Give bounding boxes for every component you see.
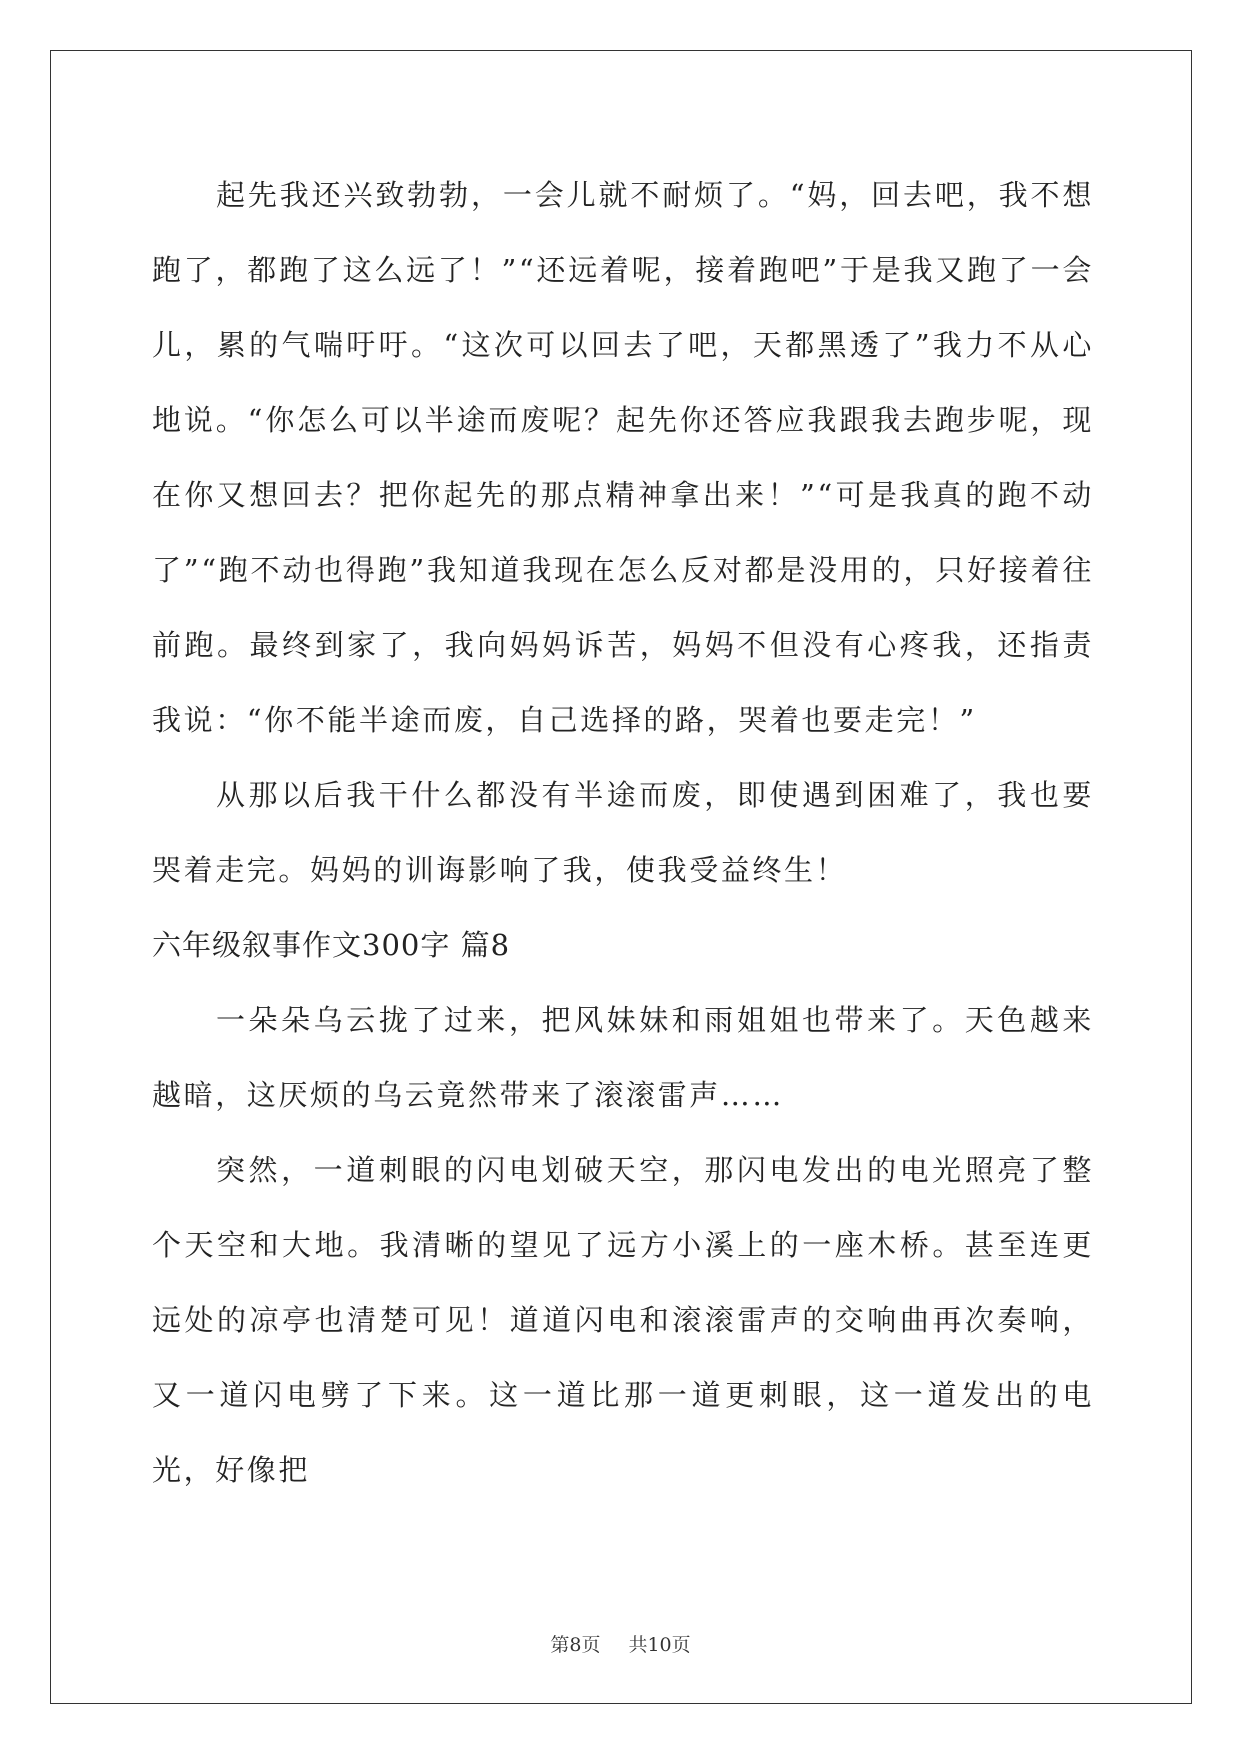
page-total: 共10页 xyxy=(628,1634,691,1656)
document-body xyxy=(152,158,1094,1508)
paragraph-1: 起先我还兴致勃勃，一会儿就不耐烦了。“妈，回去吧，我不想跑了，都跑了这么远了！”“还远着呢，接着跑吧”于是我又跑了一会儿，累的气喘吁吁。“这次可以回去了吧，天都黑透了”我力不从心地说。“你怎么可以半途而废呢？起先你还答应我跟我去跑步呢，现在你又想回去？把你起先的那点精神拿出来！”“可是我真的跑不动了”“跑不动也得跑”我知道我现在怎么反对都是没用的，只好接着往前跑。最终到家了，我向妈妈诉苦，妈妈不但没有心疼我，还指责我说：“你不能半途而废，自己选择的路，哭着也要走完！” xyxy=(152,178,1094,737)
paragraph-3: 一朵朵乌云拢了过来，把风妹妹和雨姐姐也带来了。天色越来越暗，这厌烦的乌云竟然带来了滚滚雷声…… xyxy=(152,1003,1094,1112)
page-number: 第8页 xyxy=(550,1634,601,1656)
section-heading: 六年级叙事作文300字 篇8 xyxy=(152,928,511,962)
paragraph-4: 突然，一道刺眼的闪电划破天空，那闪电发出的电光照亮了整个天空和大地。我清晰的望见了远方小溪上的一座木桥。甚至连更远处的凉亭也清楚可见！道道闪电和滚滚雷声的交响曲再次奏响，又一道闪电劈了下来。这一道比那一道更刺眼，这一道发出的电光，好像把 xyxy=(152,1153,1094,1487)
page-footer xyxy=(0,1630,1241,1657)
paragraph-2: 从那以后我干什么都没有半途而废，即使遇到困难了，我也要哭着走完。妈妈的训诲影响了我，使我受益终生！ xyxy=(152,778,1094,887)
